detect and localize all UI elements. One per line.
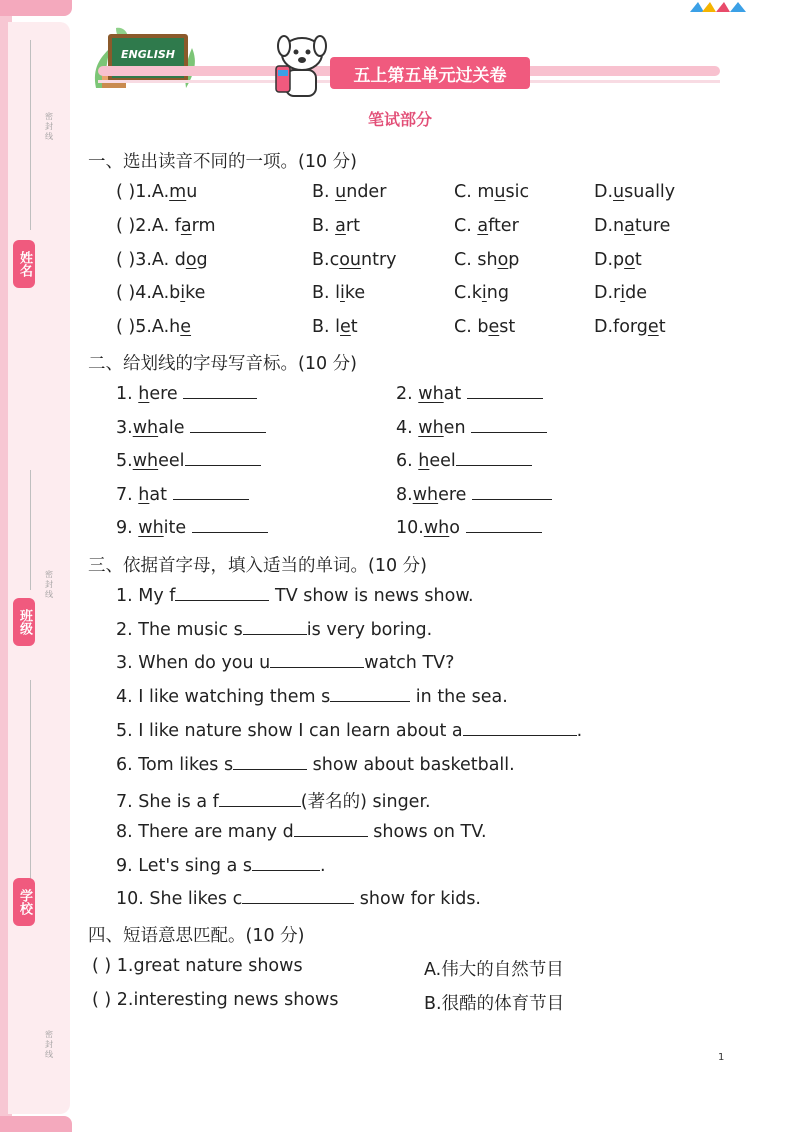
name-label: 姓名 (13, 240, 35, 288)
phonetic-item (116, 418, 266, 438)
option-text: B. l (312, 317, 340, 338)
underlined-letters: h (138, 384, 150, 404)
option-b[interactable] (312, 182, 386, 202)
answer-blank[interactable] (175, 586, 269, 601)
sentence-start: 4. I like watching them s (116, 687, 331, 708)
underlined-letters: wh (412, 484, 439, 505)
question-number: ( )4. (116, 283, 152, 304)
option-d[interactable] (594, 317, 666, 337)
underlined-letters: i (620, 283, 626, 304)
phonetic-item (116, 384, 257, 404)
option-text: A.h (151, 317, 181, 338)
option-text: ntry (361, 249, 397, 270)
phonetic-item (116, 451, 261, 471)
item-word: ale (158, 417, 191, 438)
binding-bottom-cap (0, 1116, 72, 1132)
option-a[interactable] (116, 250, 208, 270)
answer-blank[interactable] (242, 889, 354, 904)
underlined-letters: u (613, 182, 625, 202)
option-text: B.c (312, 249, 340, 270)
answer-blank[interactable] (467, 384, 543, 399)
option-text: sually (624, 182, 676, 202)
item-number: 6. (396, 451, 419, 472)
option-c[interactable] (454, 317, 515, 337)
fill-blank-item (116, 653, 454, 673)
question-number: ( )3. (116, 249, 152, 270)
answer-blank[interactable] (294, 822, 368, 837)
option-text: A. d (151, 249, 186, 270)
answer-blank[interactable] (472, 485, 552, 500)
option-text: de (625, 283, 647, 304)
underlined-letters: o (624, 249, 635, 270)
option-a[interactable] (116, 317, 191, 337)
underlined-letters: ou (339, 249, 362, 270)
sentence-end: show for kids. (354, 889, 481, 910)
fill-blank-item (116, 889, 481, 909)
option-text: ture (634, 215, 671, 236)
item-number: 9. (116, 518, 139, 539)
option-text: nder (346, 182, 387, 202)
underlined-letters: wh (418, 417, 444, 438)
section4-heading: 四、短语意思匹配。(10 分) (88, 926, 305, 946)
underlined-letters: wh (423, 518, 450, 539)
option-text: sic (505, 182, 530, 202)
sentence-start: 6. Tom likes s (116, 754, 234, 775)
sentence-start: 1. My f (116, 586, 176, 606)
sentence-end: watch TV? (364, 653, 455, 674)
item-word: ere (149, 384, 184, 404)
question-number: ( )5. (116, 317, 152, 338)
answer-blank[interactable] (252, 856, 320, 871)
logo-icon (690, 0, 750, 16)
sentence-start: 9. Let's sing a s (116, 855, 252, 876)
underlined-letters: o (497, 249, 509, 270)
option-text: rm (191, 215, 216, 236)
answer-blank[interactable] (471, 418, 547, 433)
option-text: B. (312, 182, 336, 202)
sentence-end: (著名的) singer. (300, 792, 431, 813)
sentence-start: 7. She is a f (116, 792, 219, 813)
sentence-start: 2. The music s (116, 619, 243, 640)
sentence-end: . (576, 720, 583, 741)
answer-blank[interactable] (463, 721, 577, 736)
option-text: D. (594, 182, 614, 202)
answer-blank[interactable] (173, 485, 249, 500)
option-text: A.b (151, 283, 181, 304)
phonetic-item (396, 384, 543, 404)
underlined-letters: i (481, 283, 487, 304)
option-text: ke (185, 283, 206, 304)
underlined-letters: wh (418, 384, 444, 404)
option-text: C. b (454, 317, 489, 338)
option-d[interactable] (594, 250, 642, 270)
answer-blank[interactable] (243, 620, 307, 635)
option-text: g (196, 249, 208, 270)
sentence-start: 3. When do you u (116, 653, 271, 674)
option-a[interactable] (116, 216, 216, 236)
exam-title: 五上第五单元过关卷 (330, 57, 530, 89)
sentence-end: TV show is news show. (269, 586, 474, 606)
option-text: C.k (454, 283, 482, 304)
underlined-letters: wh (132, 451, 159, 472)
sentence-start: 5. I like nature show I can learn about a (116, 720, 463, 741)
seal-line-text: 密封线 (45, 1030, 53, 1059)
sentence-end: is very boring. (306, 619, 433, 640)
section1-heading: 一、选出读音不同的一项。(10 分) (88, 152, 357, 172)
sentence-end: . (319, 855, 326, 876)
phonetic-item (396, 451, 532, 471)
answer-blank[interactable] (190, 418, 266, 433)
option-text: C. sh (454, 249, 498, 270)
item-word: at (149, 484, 173, 505)
option-text: D.r (594, 283, 621, 304)
fill-blank-item (116, 755, 515, 775)
answer-blank[interactable] (185, 451, 261, 466)
dog-mascot-icon (270, 32, 332, 100)
option-d[interactable] (594, 283, 647, 303)
option-d[interactable] (594, 216, 670, 236)
underlined-letters: u (494, 182, 506, 202)
underlined-letters: m (169, 182, 187, 202)
item-number: 10. (396, 518, 424, 539)
option-text: fter (488, 215, 519, 236)
phonetic-item (396, 518, 542, 538)
option-text: C. (454, 215, 478, 236)
option-text: D.p (594, 249, 625, 270)
option-text: t (634, 249, 642, 270)
option-text: A. (151, 182, 170, 202)
underlined-letters: e (340, 317, 351, 338)
fill-blank-item (116, 586, 474, 606)
option-d[interactable] (594, 182, 675, 202)
option-text: t (350, 317, 358, 338)
fill-blank-item (116, 856, 326, 876)
phonetic-item (396, 418, 547, 438)
question-number: ( )2. (116, 215, 152, 236)
option-text: p (508, 249, 520, 270)
page-number: 1 (718, 1052, 725, 1063)
underlined-letters: h (138, 484, 150, 505)
phonetic-item (116, 485, 249, 505)
option-text: C. m (454, 182, 495, 202)
underlined-letters: i (340, 283, 345, 304)
option-text: t (658, 317, 666, 338)
item-word: eel (429, 451, 456, 472)
fill-blank-item (116, 721, 582, 741)
seal-line-text: 密封线 (45, 112, 53, 141)
sentence-end: shows on TV. (367, 821, 487, 842)
underlined-letters: a (335, 215, 346, 236)
option-text: D.forg (594, 317, 648, 338)
school-label: 学校 (13, 878, 35, 926)
sentence-end: show about basketball. (307, 754, 515, 775)
underlined-letters: u (335, 182, 347, 202)
underlined-letters: o (185, 249, 197, 270)
answer-blank[interactable] (270, 653, 364, 668)
seal-line-text: 密封线 (45, 570, 53, 599)
answer-blank[interactable] (456, 451, 532, 466)
underlined-letters: wh (138, 518, 164, 539)
board-text: ENGLISH (121, 48, 175, 61)
item-number: 4. (396, 417, 419, 438)
option-c[interactable] (454, 216, 519, 236)
underlined-letters: h (418, 451, 430, 472)
option-c[interactable] (454, 182, 529, 202)
option-b[interactable] (312, 283, 365, 303)
underlined-letters: e (488, 317, 500, 338)
underlined-letters: i (180, 283, 186, 304)
sentence-end: in the sea. (410, 687, 508, 708)
option-text: ng (486, 283, 509, 304)
phonetic-item (396, 485, 552, 505)
item-word: eel (158, 451, 185, 472)
written-part-subtitle: 笔试部分 (367, 110, 432, 129)
item-word: o (449, 518, 466, 539)
option-text: u (186, 182, 198, 202)
class-label: 班级 (13, 598, 35, 646)
binding-line (30, 470, 31, 590)
option-text: B. l (312, 283, 340, 304)
sentence-start: 10. She likes c (116, 889, 243, 910)
question-number: ( )1. (116, 182, 152, 202)
item-word: ere (438, 484, 473, 505)
option-text: st (499, 317, 516, 338)
option-c[interactable] (454, 250, 519, 270)
fill-blank-item (116, 822, 487, 842)
option-text: rt (345, 215, 360, 236)
option-text: ke (344, 283, 366, 304)
binding-strip (0, 0, 74, 1132)
binding-line (30, 680, 31, 880)
underlined-letters: a (180, 215, 192, 236)
answer-blank[interactable] (183, 384, 257, 399)
underlined-letters: e (180, 317, 192, 338)
item-word: at (443, 384, 467, 404)
item-number: 1. (116, 384, 139, 404)
option-text: A. f (151, 215, 181, 236)
item-number: 8. (396, 484, 413, 505)
item-word: en (443, 417, 472, 438)
underlined-letters: a (477, 215, 489, 236)
section3-heading: 三、依据首字母，填入适当的单词。(10 分) (88, 556, 427, 576)
match-phrase[interactable]: ( ) 1.great nature shows (92, 956, 303, 976)
answer-blank[interactable] (192, 518, 268, 533)
fill-blank-item (116, 788, 431, 813)
match-meaning: A.伟大的自然节目 (424, 960, 564, 980)
option-text: B. (312, 215, 336, 236)
option-a[interactable] (116, 283, 205, 303)
item-number: 7. (116, 484, 139, 505)
option-a[interactable] (116, 182, 197, 202)
underlined-letters: wh (132, 417, 159, 438)
item-word: ite (163, 518, 192, 539)
option-b[interactable] (312, 317, 358, 337)
option-c[interactable] (454, 283, 509, 303)
item-number: 5. (116, 451, 133, 472)
binding-line (30, 40, 31, 230)
sentence-start: 8. There are many d (116, 821, 294, 842)
underlined-letters: e (647, 317, 659, 338)
answer-blank[interactable] (330, 687, 410, 702)
answer-blank[interactable] (233, 755, 307, 770)
fill-blank-item (116, 687, 508, 707)
answer-blank[interactable] (466, 518, 542, 533)
match-phrase[interactable]: ( ) 2.interesting news shows (92, 989, 339, 1010)
underlined-letters: a (624, 215, 635, 236)
section2-heading: 二、给划线的字母写音标。(10 分) (88, 354, 357, 374)
item-number: 3. (116, 417, 133, 438)
binding-top-cap (0, 0, 72, 16)
binding-panel (8, 22, 70, 1114)
phonetic-item (116, 518, 268, 538)
option-b[interactable] (312, 216, 360, 236)
option-text: D.n (594, 215, 625, 236)
match-meaning: B.很酷的体育节目 (424, 993, 565, 1014)
item-number: 2. (396, 384, 419, 404)
fill-blank-item (116, 620, 432, 640)
answer-blank[interactable] (219, 792, 301, 807)
option-b[interactable] (312, 250, 397, 270)
